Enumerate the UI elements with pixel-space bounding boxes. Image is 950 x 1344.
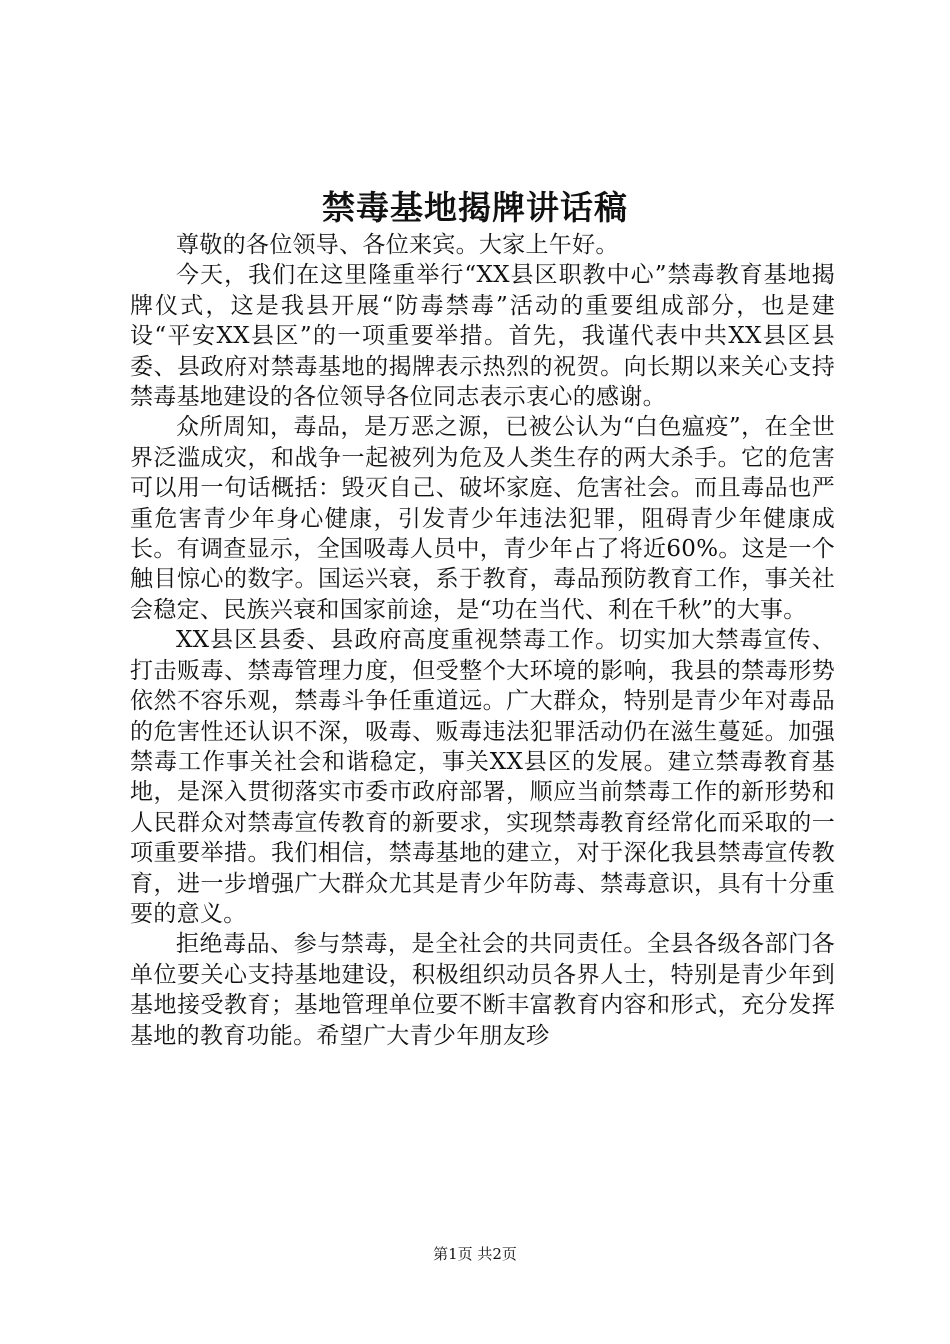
paragraph-county-work: XX县区县委、县政府高度重视禁毒工作。切实加大禁毒宣传、打击贩毒、禁毒管理力度，但受整个大环境的影响，我县的禁毒形势依然不容乐观，禁毒斗争任重道远。广大群众，特别是青少年对毒品的危害性还认识不深，吸毒、贩毒违法犯罪活动仍在滋生蔓延。加强禁毒工作事关社会和谐稳定，事关XX县区的发展。建立禁毒教育基地，是深入贯彻落实市委市政府部署，顺应当前禁毒工作的新形势和人民群众对禁毒宣传教育的新要求，实现禁毒教育经常化而采取的一项重要举措。我们相信，禁毒基地的建立，对于深化我县禁毒宣传教育，进一步增强广大群众尤其是青少年防毒、禁毒意识，具有十分重要的意义。 xyxy=(130,627,835,927)
document-body xyxy=(130,230,835,1051)
paragraph-drug-harm: 众所周知，毒品，是万恶之源，已被公认为“白色瘟疫”，在全世界泛滥成灾，和战争一起被列为危及人类生存的两大杀手。它的危害可以用一句话概括：毁灭自己、破坏家庭、危害社会。而且毒品也严重危害青少年身心健康，引发青少年违法犯罪，阻碍青少年健康成长。有调查显示，全国吸毒人员中，青少年占了将近60%。这是一个触目惊心的数字。国运兴衰，系于教育，毒品预防教育工作，事关社会稳定、民族兴衰和国家前途，是“功在当代、利在千秋”的大事。 xyxy=(130,414,835,623)
document-title: 禁毒基地揭牌讲话稿 xyxy=(322,188,628,227)
paragraph-shared-responsibility: 拒绝毒品、参与禁毒，是全社会的共同责任。全县各级各部门各单位要关心支持基地建设，积极组织动员各界人士，特别是青少年到基地接受教育；基地管理单位要不断丰富教育内容和形式，充分发挥基地的教育功能。希望广大青少年朋友珍 xyxy=(130,931,835,1049)
paragraph-opening: 今天，我们在这里隆重举行“XX县区职教中心”禁毒教育基地揭牌仪式，这是我县开展“防毒禁毒”活动的重要组成部分，也是建设“平安XX县区”的一项重要举措。首先，我谨代表中共XX县区县委、县政府对禁毒基地的揭牌表示热烈的祝贺。向长期以来关心支持禁毒基地建设的各位领导各位同志表示衷心的感谢。 xyxy=(130,262,835,411)
paragraph-greeting: 尊敬的各位领导、各位来宾。大家上午好。 xyxy=(176,232,619,258)
page-number-footer: 第1页 共2页 xyxy=(433,1245,517,1263)
